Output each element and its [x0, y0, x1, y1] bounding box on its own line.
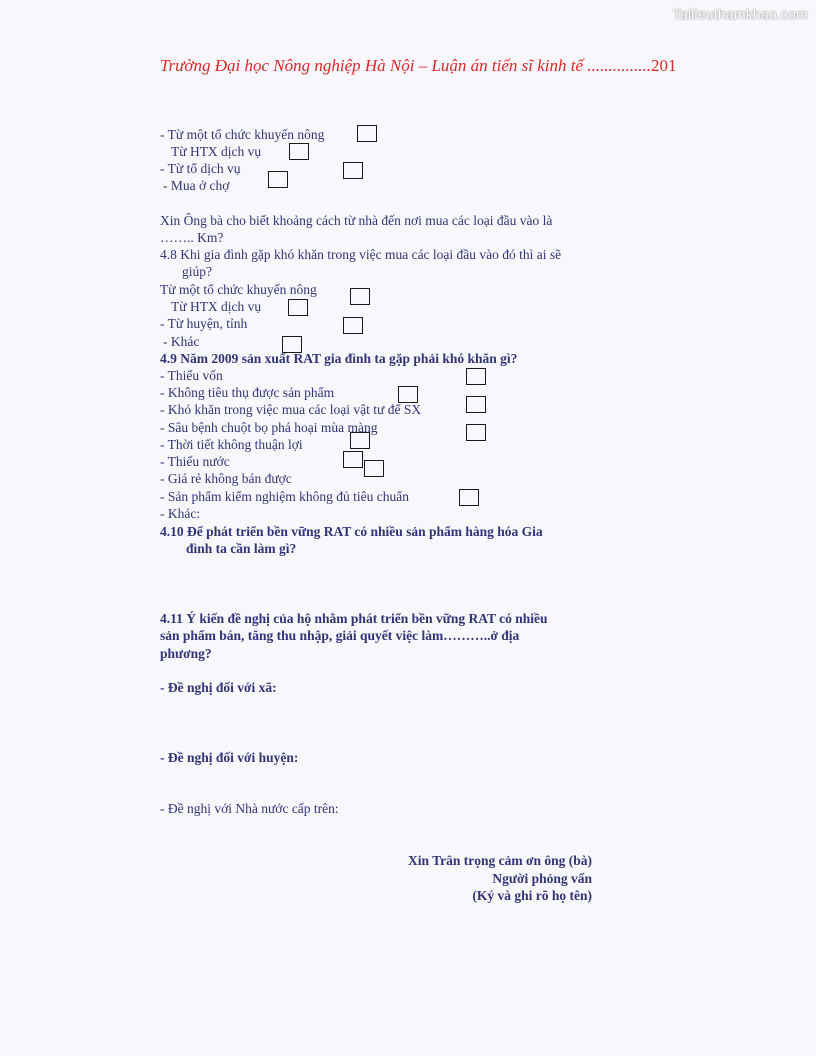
question-4-9: 4.9 Năm 2009 sản xuất RAT gia đình ta gặp phải khó khăn gì? — [160, 351, 518, 366]
checkbox-help-other[interactable] — [282, 336, 302, 353]
checkbox-quality[interactable] — [459, 489, 479, 506]
checkbox-extension-org[interactable] — [357, 125, 377, 142]
checkbox-capital[interactable] — [466, 368, 486, 385]
help-htx-service: Từ HTX dịch vụ — [171, 299, 262, 314]
help-other: - Khác — [163, 334, 200, 349]
difficulty-capital: - Thiếu vốn — [160, 368, 223, 383]
question-4-11: 4.11 Ý kiến đề nghị của hộ nhằm phát triển bền vững RAT có nhiều — [160, 611, 548, 626]
header-title: Trường Đại học Nông nghiệp Hà Nội – Luận án tiến sĩ kinh tế ............... — [160, 56, 652, 75]
help-district: - Từ huyện, tỉnh — [160, 316, 248, 331]
checkbox-htx-service[interactable] — [289, 143, 309, 160]
question-4-10: 4.10 Để phát triển bền vững RAT có nhiều sản phẩm hàng hóa Gia — [160, 524, 543, 539]
difficulty-materials: - Khó khăn trong việc mua các loại vật tư để SX — [160, 402, 422, 417]
thanks-line: Xin Trân trọng cảm ơn ông (bà) — [408, 853, 592, 868]
page-number: 201 — [651, 56, 677, 75]
checkbox-help-extension-org[interactable] — [350, 288, 370, 305]
checkbox-help-district[interactable] — [343, 317, 363, 334]
help-extension-org: Từ một tổ chức khuyến nông — [160, 282, 317, 297]
question-4-8: 4.8 Khi gia đình gặp khó khăn trong việc mua các loại đầu vào đó thì ai sẽ — [160, 247, 562, 262]
difficulty-water: - Thiếu nước — [160, 454, 230, 469]
difficulty-quality: - Sản phẩm kiểm nghiệm không đủ tiêu chuẩn — [160, 489, 409, 504]
difficulty-low-price: - Giá rẻ không bán được — [160, 471, 292, 486]
difficulty-consumption: - Không tiêu thụ được sản phẩm — [160, 385, 335, 400]
option-htx-service: Từ HTX dịch vụ — [171, 144, 262, 159]
question-4-10-cont: đình ta cần làm gì? — [186, 541, 297, 556]
checkbox-pests[interactable] — [466, 424, 486, 441]
option-service-group: - Từ tổ dịch vụ — [160, 161, 241, 176]
signature-instruction: (Ký và ghi rõ họ tên) — [472, 888, 592, 903]
checkbox-market[interactable] — [268, 171, 288, 188]
question-4-8-cont: giúp? — [182, 264, 212, 279]
question-distance-km: …….. Km? — [160, 230, 224, 245]
watermark: Tailieuthamkhao.com — [672, 6, 808, 22]
checkbox-water[interactable] — [343, 451, 363, 468]
difficulty-other: - Khác: — [160, 506, 201, 521]
page-header — [160, 56, 677, 76]
checkbox-consumption[interactable] — [398, 386, 418, 403]
option-extension-org: - Từ một tổ chức khuyến nông — [160, 127, 325, 142]
option-market: - Mua ở chợ — [163, 178, 230, 193]
question-4-11-end: phương? — [160, 646, 212, 661]
question-distance: Xin Ông bà cho biết khoảng cách từ nhà đến nơi mua các loại đầu vào là — [160, 213, 553, 228]
checkbox-low-price[interactable] — [364, 460, 384, 477]
proposal-state: - Đề nghị với Nhà nước cấp trên: — [160, 801, 339, 816]
checkbox-weather[interactable] — [350, 432, 370, 449]
checkbox-help-htx-service[interactable] — [288, 299, 308, 316]
proposal-commune: - Đề nghị đối với xã: — [160, 680, 277, 695]
question-4-11-cont: sản phẩm bán, tăng thu nhập, giải quyết việc làm………..ở địa — [160, 628, 520, 643]
difficulty-pests: - Sâu bệnh chuột bọ phá hoại mùa màng — [160, 420, 378, 435]
proposal-district: - Đề nghị đối với huyện: — [160, 750, 299, 765]
interviewer-label: Người phỏng vấn — [492, 871, 592, 886]
checkbox-service-group[interactable] — [343, 162, 363, 179]
difficulty-weather: - Thời tiết không thuận lợi — [160, 437, 303, 452]
checkbox-materials[interactable] — [466, 396, 486, 413]
